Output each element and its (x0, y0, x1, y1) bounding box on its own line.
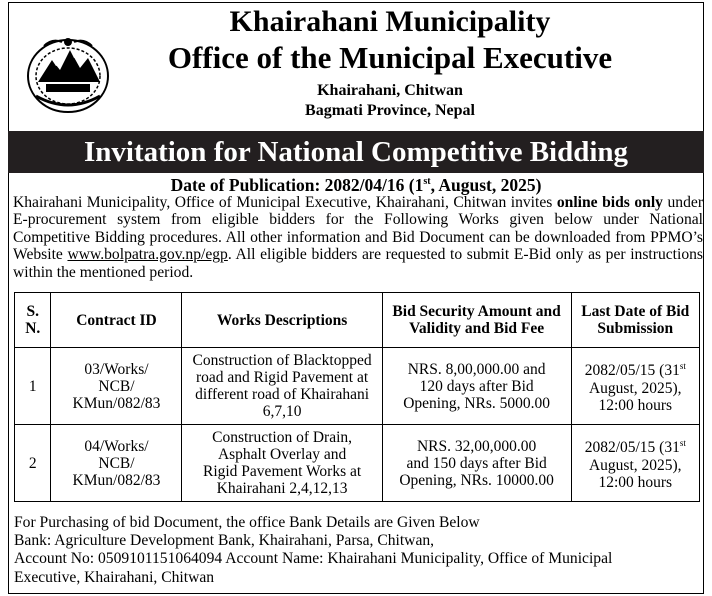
office-name: Office of the Municipal Executive (167, 40, 613, 75)
bank-details-line-3: Account No: 0509101151064094 Account Name: Khairahani Municipality, Office of Municipal (14, 550, 613, 568)
municipality-name: Khairahani Municipality (229, 5, 551, 38)
cell-works: Construction of Drain, Asphalt Overlay and Rigid Pavement Works at Khairahani 2,4,12,13 (182, 425, 382, 502)
header-security: Bid Security Amount and Validity and Bid Fee (382, 293, 571, 348)
table-row (15, 348, 700, 425)
header-works: Works Descriptions (182, 293, 382, 348)
header-last-date: Last Date of Bid Submission (571, 293, 699, 348)
bank-details-line-2: Bank: Agriculture Development Bank, Khairahani, Parsa, Chitwan, (14, 532, 435, 550)
cell-contract-id: 03/Works/ NCB/ KMun/082/83 (51, 348, 182, 425)
intro-paragraph: Khairahani Municipality, Office of Municipal Executive, Khairahani, Chitwan invites online bids only under E-procurement system from eligible bidders for the Following Works given below under National Competitive Bidding procedures. All other information and Bid Document can be downloaded from PPMO’s Website www.bolpatra.gov.np/egp. All eligible bidders are requested to submit E-Bid only as per instructions within the mentioned period. (13, 194, 704, 281)
ppmo-website-link[interactable]: www.bolpatra.gov.np/egp (67, 246, 228, 264)
cell-security: NRS. 8,00,000.00 and 120 days after Bid Opening, NRs. 5000.00 (382, 348, 571, 425)
cell-sn: 1 (15, 348, 51, 425)
cell-security: NRS. 32,00,000.00 and 150 days after Bid Opening, NRs. 10000.00 (382, 425, 571, 502)
cell-works: Construction of Blacktopped road and Rigid Pavement at different road of Khairahani 6,7,10 (182, 348, 382, 425)
bank-details-line-1: For Purchasing of bid Document, the office Bank Details are Given Below (14, 514, 480, 531)
location-line-1: Khairahani, Chitwan (317, 82, 463, 99)
header-sn: S. N. (15, 293, 51, 348)
location-line-2: Bagmati Province, Nepal (305, 102, 475, 119)
table-row (15, 425, 700, 502)
cell-sn: 2 (15, 425, 51, 502)
bank-details-line-4: Executive, Khairahani, Chitwan (14, 568, 215, 586)
cell-last-date: 2082/05/15 (31st August, 2025), 12:00 hours (571, 348, 699, 425)
table-header-row (15, 293, 700, 348)
cell-contract-id: 04/Works/ NCB/ KMun/082/83 (51, 425, 182, 502)
bank-details (14, 514, 700, 587)
header-contract-id: Contract ID (51, 293, 182, 348)
publication-date: Date of Publication: 2082/04/16 (1st, August, 2025) (170, 175, 542, 195)
cell-last-date: 2082/05/15 (31st August, 2025), 12:00 hours (571, 425, 699, 502)
notice-title-banner: Invitation for National Competitive Bidding (8, 131, 704, 173)
bid-table (14, 292, 700, 502)
